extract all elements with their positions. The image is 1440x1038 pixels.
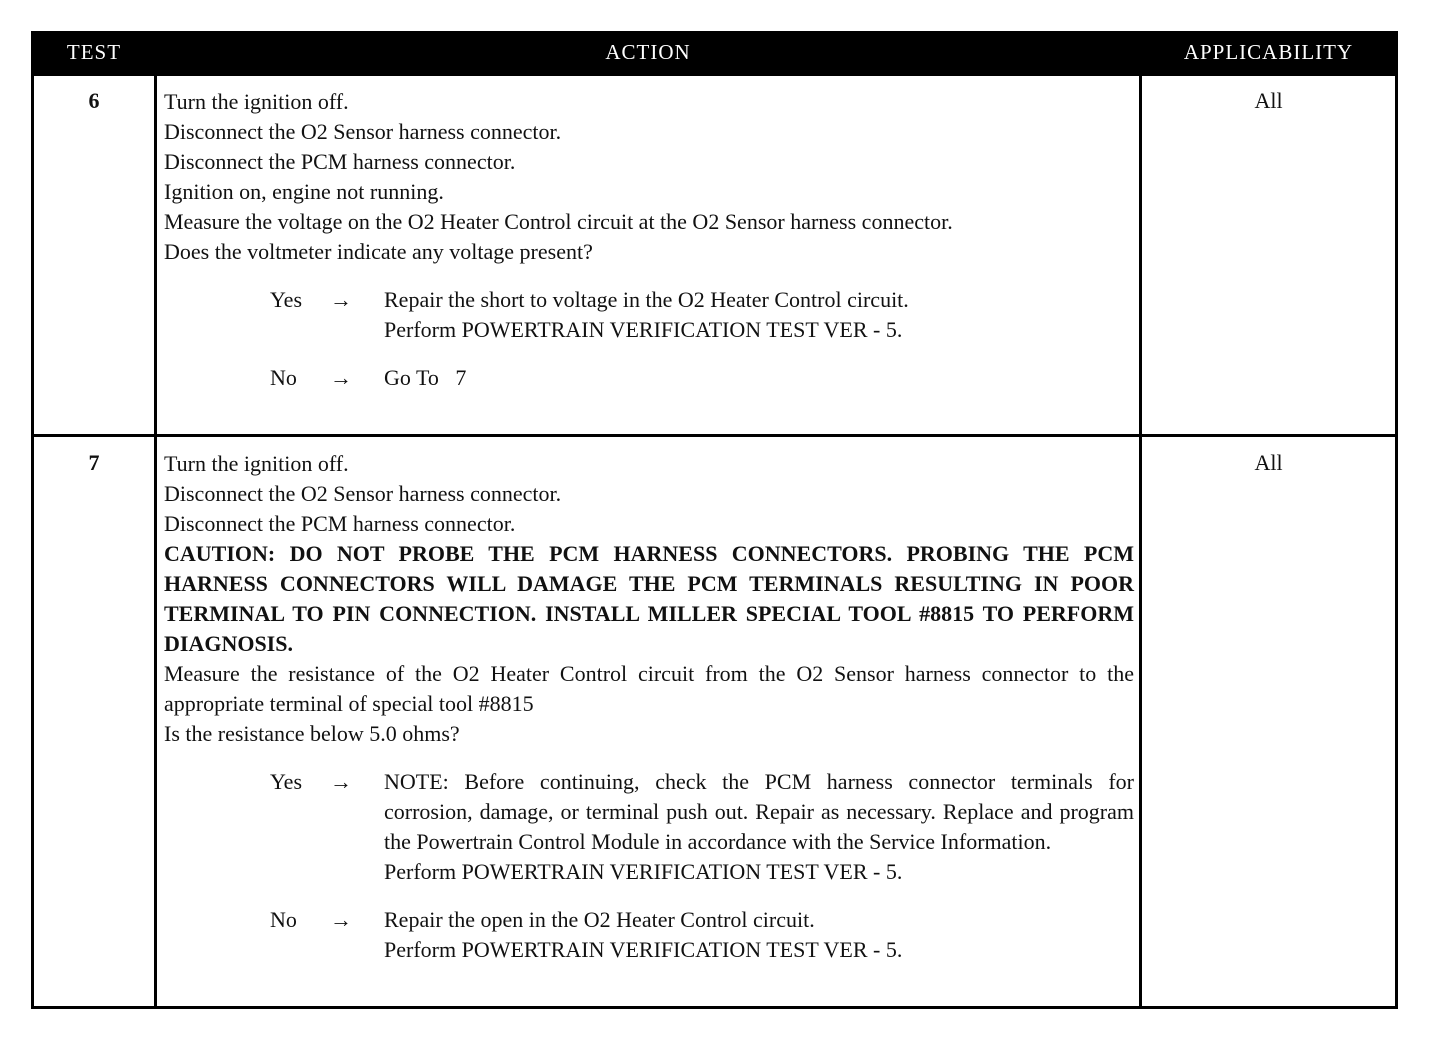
- step-text: Disconnect the PCM harness connector.: [164, 149, 516, 174]
- step-text: Turn the ignition off.: [164, 89, 349, 114]
- step-text: Measure the voltage on the O2 Heater Control circuit at the O2 Sensor harness connector.: [164, 209, 953, 234]
- test-number: 6: [88, 88, 100, 113]
- step-text: Disconnect the PCM harness connector.: [164, 511, 516, 536]
- yes-label: Yes: [270, 287, 303, 312]
- applicability-value: All: [1254, 450, 1283, 475]
- header-test: TEST: [66, 40, 122, 64]
- step-text: Measure the resistance of the O2 Heater Control circuit from the O2 Sensor harness connector to the appropriate terminal of special tool #8815: [164, 661, 1140, 716]
- yes-result: [384, 285, 1134, 345]
- result-line: Perform POWERTRAIN VERIFICATION TEST VER - 5.: [384, 937, 903, 962]
- result-line: Repair the short to voltage in the O2 Heater Control circuit.: [384, 287, 909, 312]
- step-text: Is the resistance below 5.0 ohms?: [164, 721, 460, 746]
- result-line: NOTE: Before continuing, check the PCM harness connector terminals for corrosion, damage, or terminal push out. Repair as necessary. Replace and program the Powertrain Control Module in accordance with the Service Information.: [384, 769, 1140, 854]
- no-label: No: [270, 907, 297, 932]
- result-line: Perform POWERTRAIN VERIFICATION TEST VER - 5.: [384, 317, 903, 342]
- step-text: Does the voltmeter indicate any voltage present?: [164, 239, 593, 264]
- no-branch: [164, 363, 1134, 393]
- test-number: 7: [88, 450, 100, 475]
- applicability-value: All: [1254, 88, 1283, 113]
- yes-branch: [164, 285, 1134, 345]
- no-result: [384, 363, 1134, 393]
- no-label: No: [270, 365, 297, 390]
- arrow-right-icon: →: [330, 769, 352, 794]
- result-line: Perform POWERTRAIN VERIFICATION TEST VER - 5.: [384, 859, 903, 884]
- step-text: Ignition on, engine not running.: [164, 179, 444, 204]
- diagnostic-table: [31, 31, 1398, 1009]
- result-line: Go To 7: [384, 365, 467, 390]
- table-row: [34, 76, 1395, 436]
- table-header: [34, 34, 1395, 76]
- step-text: Disconnect the O2 Sensor harness connector.: [164, 119, 562, 144]
- arrow-right-icon: →: [330, 907, 352, 932]
- header-applicability: APPLICABILITY: [1183, 40, 1354, 64]
- yes-branch: [164, 767, 1140, 887]
- result-line: Repair the open in the O2 Heater Control circuit.: [384, 907, 815, 932]
- caution-text: CAUTION: DO NOT PROBE THE PCM HARNESS CONNECTORS. PROBING THE PCM HARNESS CONNECTORS WILL DAMAGE THE PCM TERMINALS RESULTING IN POOR TERMINAL TO PIN CONNECTION. INSTALL MILLER SPECIAL TOOL #8815 TO PERFORM DIAGNOSIS.: [164, 541, 1140, 656]
- arrow-right-icon: →: [330, 287, 352, 312]
- yes-label: Yes: [270, 769, 303, 794]
- arrow-right-icon: →: [330, 365, 352, 390]
- step-text: Turn the ignition off.: [164, 451, 349, 476]
- header-action: ACTION: [605, 40, 691, 64]
- no-branch: [164, 905, 1134, 965]
- action-cell: [164, 87, 1134, 393]
- yes-result: [384, 767, 1140, 887]
- table-row: [34, 434, 1395, 1006]
- no-result: [384, 905, 1134, 965]
- action-cell: [164, 449, 1140, 965]
- step-text: Disconnect the O2 Sensor harness connector.: [164, 481, 562, 506]
